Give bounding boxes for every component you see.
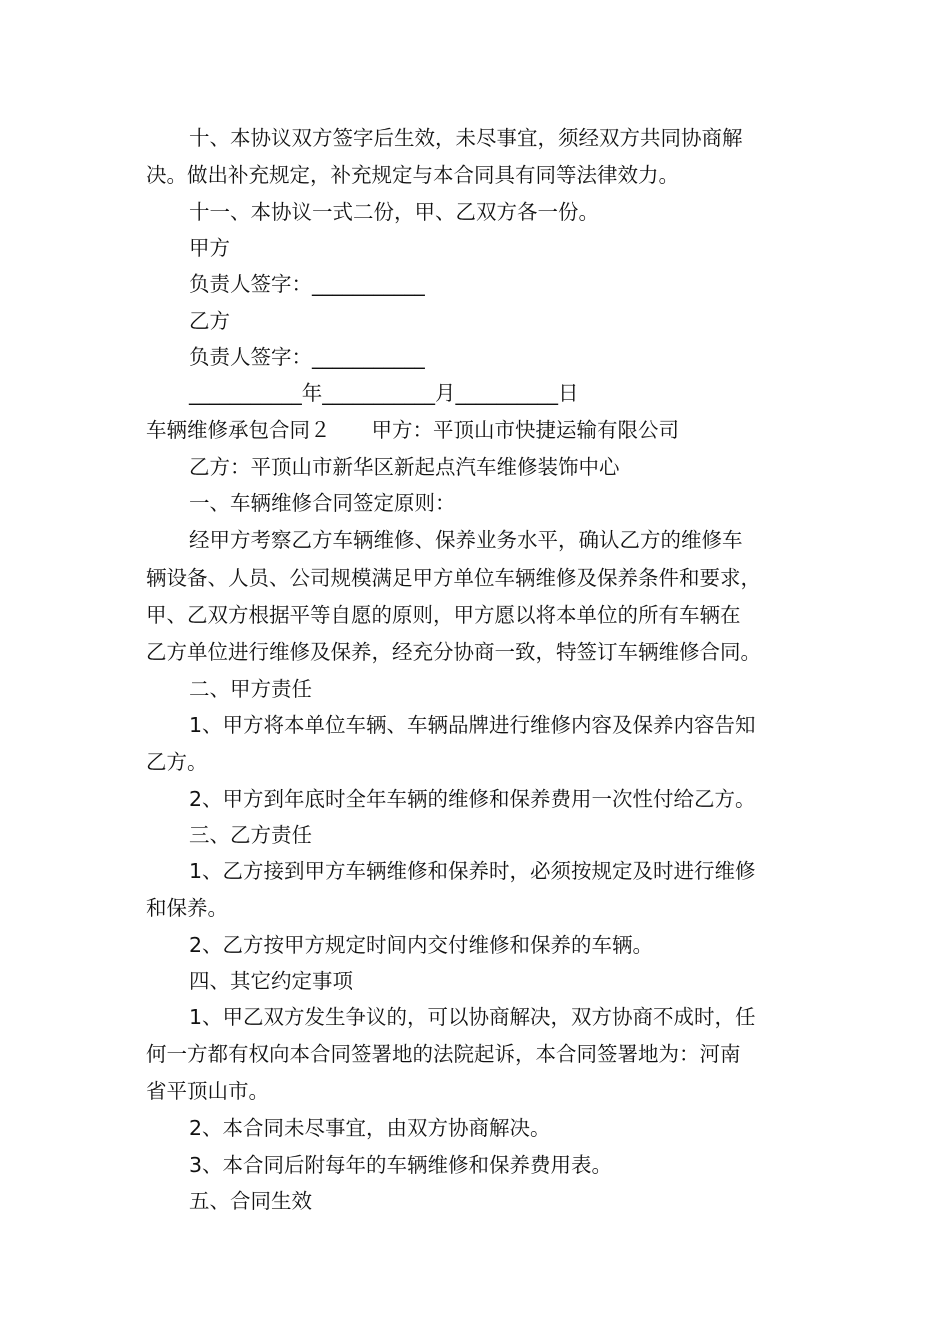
section-4-item-1-line-3: 省平顶山市。 — [146, 1079, 269, 1103]
section-1-para-line-4: 乙方单位进行维修及保养，经充分协商一致，特签订车辆维修合同。 — [146, 640, 761, 664]
section-2-heading: 二、甲方责任 — [189, 677, 312, 701]
section-4-heading: 四、其它约定事项 — [189, 969, 353, 993]
section-1-para-line-3: 甲、乙双方根据平等自愿的原则，甲方愿以将本单位的所有车辆在 — [146, 603, 741, 627]
section-4-item-1-line-1: 1、甲乙双方发生争议的，可以协商解决，双方协商不成时，任 — [189, 1005, 756, 1029]
section-3-heading: 三、乙方责任 — [189, 823, 312, 847]
party-b-name: 乙方：平顶山市新华区新起点汽车维修装饰中心 — [189, 455, 620, 479]
section-2-item-1-line-1: 1、甲方将本单位车辆、车辆品牌进行维修内容及保养内容告知 — [189, 713, 756, 737]
clause-10-line-2: 决。做出补充规定，补充规定与本合同具有同等法律效力。 — [146, 163, 679, 187]
date-line: ___________年___________月__________日 — [189, 381, 579, 405]
section-5-heading: 五、合同生效 — [189, 1189, 312, 1213]
party-b-label: 乙方 — [189, 309, 230, 333]
section-1-para-line-1: 经甲方考察乙方车辆维修、保养业务水平，确认乙方的维修车 — [189, 528, 743, 552]
section-1-para-line-2: 辆设备、人员、公司规模满足甲方单位车辆维修及保养条件和要求， — [146, 566, 761, 590]
section-4-item-2: 2、本合同未尽事宜，由双方协商解决。 — [189, 1116, 551, 1140]
section-3-item-2: 2、乙方按甲方规定时间内交付维修和保养的车辆。 — [189, 933, 654, 957]
section-3-item-1-line-1: 1、乙方接到甲方车辆维修和保养时，必须按规定及时进行维修 — [189, 859, 756, 883]
clause-11: 十一、本协议一式二份，甲、乙双方各一份。 — [189, 200, 599, 224]
party-a-signature: 负责人签字：___________ — [189, 272, 425, 296]
section-4-item-1-line-2: 何一方都有权向本合同签署地的法院起诉，本合同签署地为：河南 — [146, 1042, 741, 1066]
clause-10-line-1: 十、本协议双方签字后生效，未尽事宜，须经双方共同协商解 — [189, 126, 743, 150]
section-1-heading: 一、车辆维修合同签定原则： — [189, 491, 456, 515]
contract-title-party-a: 车辆维修承包合同２ 甲方：平顶山市快捷运输有限公司 — [146, 418, 679, 442]
party-b-signature: 负责人签字：___________ — [189, 345, 425, 369]
section-2-item-1-line-2: 乙方。 — [146, 750, 208, 774]
party-a-label: 甲方 — [189, 236, 230, 260]
section-2-item-2: 2、甲方到年底时全年车辆的维修和保养费用一次性付给乙方。 — [189, 787, 756, 811]
section-3-item-1-line-2: 和保养。 — [146, 896, 228, 920]
section-4-item-3: 3、本合同后附每年的车辆维修和保养费用表。 — [189, 1153, 613, 1177]
